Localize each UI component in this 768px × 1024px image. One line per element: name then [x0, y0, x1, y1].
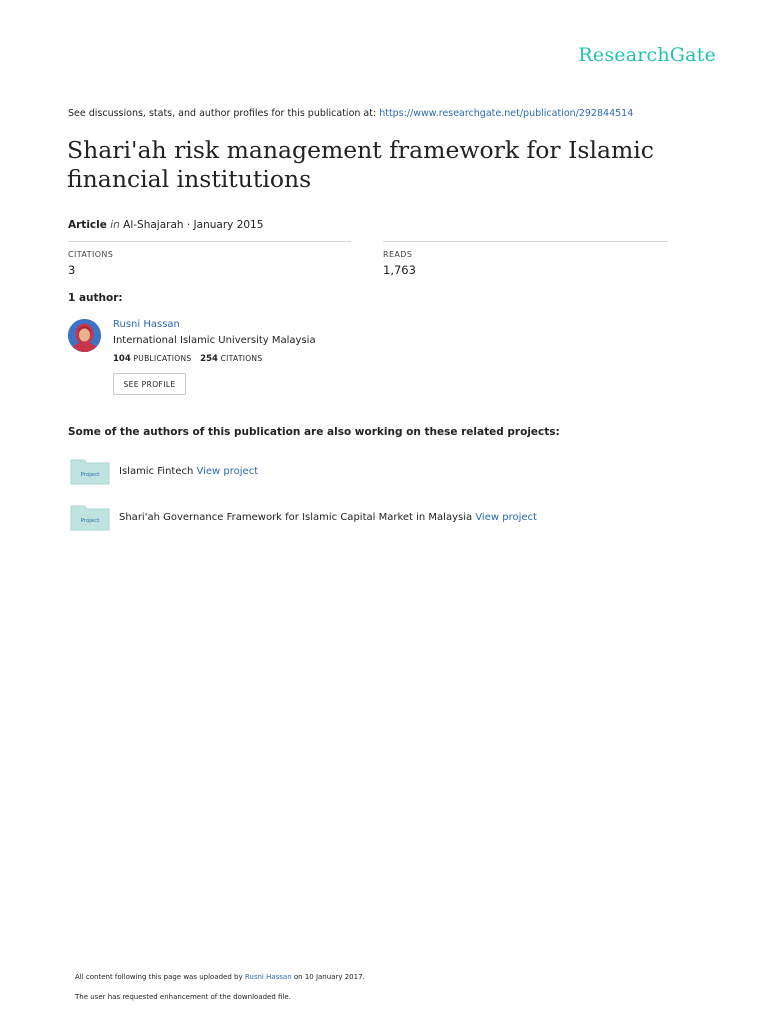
- reads-divider: [383, 241, 668, 242]
- enhancement-notice: The user has requested enhancement of the downloaded file.: [75, 993, 291, 1001]
- reads-label: READS: [383, 250, 413, 259]
- citations-divider: [68, 241, 351, 242]
- upload-notice: [75, 973, 365, 981]
- researchgate-logo[interactable]: ResearchGate: [578, 44, 716, 66]
- reads-value: 1,763: [383, 263, 416, 277]
- publication-type: Article: [68, 219, 107, 231]
- in-word: in: [110, 219, 120, 231]
- publication-title: Shari'ah risk management framework for Islamic financial institutions: [67, 136, 654, 193]
- project-folder-icon: [70, 503, 110, 531]
- project-item: [119, 512, 537, 523]
- publication-meta: [68, 219, 263, 231]
- see-profile-button[interactable]: SEE PROFILE: [113, 373, 186, 395]
- intro-line: [68, 108, 633, 119]
- author-publications-label: PUBLICATIONS: [133, 354, 192, 363]
- author-name-link[interactable]: Rusni Hassan: [113, 319, 180, 330]
- upload-notice-suffix: on 10 January 2017.: [291, 973, 365, 981]
- intro-text: See discussions, stats, and author profiles for this publication at:: [68, 108, 380, 119]
- author-publications-count: 104: [113, 354, 131, 364]
- uploader-link[interactable]: Rusni Hassan: [244, 973, 292, 981]
- person-icon: [68, 319, 101, 352]
- author-citations-label: CITATIONS: [220, 354, 263, 363]
- publication-url-link[interactable]: https://www.researchgate.net/publication/292844514: [379, 108, 634, 119]
- projects-heading: Some of the authors of this publication are also working on these related projects:: [68, 426, 560, 438]
- citations-value: 3: [68, 263, 76, 277]
- project-icon-label: Project: [80, 518, 100, 524]
- author-avatar[interactable]: [68, 319, 101, 352]
- project-icon-label: Project: [80, 472, 100, 478]
- project-title: Shari'ah Governance Framework for Islamic Capital Market in Malaysia: [119, 512, 473, 523]
- project-folder-icon: [70, 457, 110, 485]
- journal-date: Al-Shajarah · January 2015: [123, 219, 264, 231]
- author-stats: [113, 354, 268, 364]
- project-item: [119, 466, 258, 477]
- project-title: Islamic Fintech: [119, 466, 194, 477]
- view-project-link[interactable]: View project: [196, 466, 259, 477]
- view-project-link[interactable]: View project: [475, 512, 537, 523]
- author-citations-count: 254: [200, 354, 218, 364]
- upload-notice-prefix: All content following this page was uploaded by: [75, 973, 245, 981]
- author-institution: International Islamic University Malaysia: [113, 335, 316, 346]
- authors-heading: 1 author:: [68, 292, 123, 304]
- citations-label: CITATIONS: [68, 250, 114, 259]
